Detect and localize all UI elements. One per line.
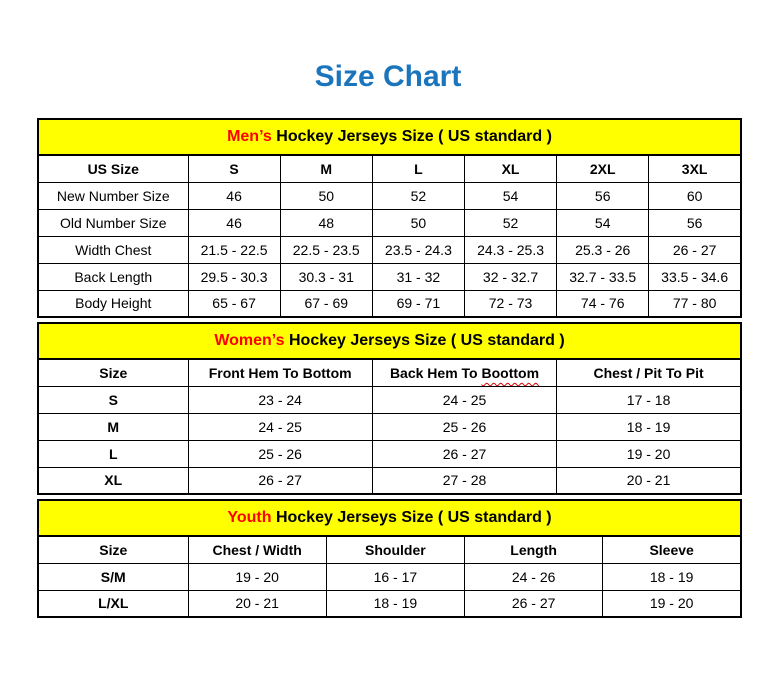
size-value: 48 (280, 209, 372, 236)
size-value: 46 (188, 182, 280, 209)
size-value: 16 - 17 (326, 563, 464, 590)
size-table-youth (37, 535, 742, 618)
table-row (38, 236, 741, 263)
size-value: 54 (464, 182, 556, 209)
heading-text: Hockey Jerseys Size ( US standard ) (271, 128, 552, 145)
page-title: Size Chart (314, 60, 462, 93)
size-value: 21.5 - 22.5 (188, 236, 280, 263)
size-value: 52 (464, 209, 556, 236)
table-row (38, 413, 741, 440)
size-value: 18 - 19 (326, 590, 464, 617)
size-value: 46 (188, 209, 280, 236)
header-row (38, 155, 741, 182)
size-value: 29.5 - 30.3 (188, 263, 280, 290)
column-header: Length (465, 536, 603, 563)
size-table-mens (37, 154, 742, 318)
row-label: S/M (38, 563, 188, 590)
size-value: 26 - 27 (465, 590, 603, 617)
misspelled-word: Boottom (481, 364, 540, 381)
row-label: New Number Size (38, 182, 188, 209)
size-table-womens (37, 358, 742, 495)
size-value: 33.5 - 34.6 (649, 263, 741, 290)
row-label: Width Chest (38, 236, 188, 263)
size-value: 24 - 26 (465, 563, 603, 590)
heading-highlight: Youth (227, 509, 272, 526)
section-heading-mens (37, 118, 742, 156)
size-value: 67 - 69 (280, 290, 372, 317)
size-value: 72 - 73 (464, 290, 556, 317)
size-value: 56 (557, 182, 649, 209)
heading-highlight: Women’s (214, 332, 285, 349)
table-row (38, 290, 741, 317)
size-value: 26 - 27 (372, 440, 556, 467)
row-label: L (38, 440, 188, 467)
row-label: L/XL (38, 590, 188, 617)
header-row (38, 536, 741, 563)
size-value: 17 - 18 (557, 386, 741, 413)
size-value: 22.5 - 23.5 (280, 236, 372, 263)
size-value: 19 - 20 (603, 590, 741, 617)
size-value: 25.3 - 26 (557, 236, 649, 263)
heading-text: Hockey Jerseys Size ( US standard ) (271, 509, 552, 526)
column-header: Chest / Width (188, 536, 326, 563)
column-header: US Size (38, 155, 188, 182)
row-label: Back Length (38, 263, 188, 290)
heading-highlight: Men’s (227, 128, 272, 145)
size-value: 52 (372, 182, 464, 209)
column-header: Size (38, 536, 188, 563)
size-value: 24.3 - 25.3 (464, 236, 556, 263)
section-mens (37, 118, 742, 318)
column-header: L (372, 155, 464, 182)
size-value: 19 - 20 (188, 563, 326, 590)
row-label: XL (38, 467, 188, 494)
column-header: 3XL (649, 155, 741, 182)
size-value: 50 (280, 182, 372, 209)
size-value: 30.3 - 31 (280, 263, 372, 290)
size-value: 77 - 80 (649, 290, 741, 317)
section-womens (37, 322, 742, 495)
row-label: S (38, 386, 188, 413)
column-header: M (280, 155, 372, 182)
size-value: 56 (649, 209, 741, 236)
size-value: 18 - 19 (603, 563, 741, 590)
table-row (38, 440, 741, 467)
table-row (38, 590, 741, 617)
column-header: Sleeve (603, 536, 741, 563)
size-value: 32.7 - 33.5 (557, 263, 649, 290)
size-value: 74 - 76 (557, 290, 649, 317)
row-label: M (38, 413, 188, 440)
size-value: 23.5 - 24.3 (372, 236, 464, 263)
size-value: 27 - 28 (372, 467, 556, 494)
size-value: 19 - 20 (557, 440, 741, 467)
size-value: 25 - 26 (188, 440, 372, 467)
size-value: 32 - 32.7 (464, 263, 556, 290)
size-value: 20 - 21 (188, 590, 326, 617)
section-youth (37, 499, 742, 618)
section-heading-womens (37, 322, 742, 360)
size-value: 26 - 27 (649, 236, 741, 263)
column-header: Shoulder (326, 536, 464, 563)
size-value: 24 - 25 (188, 413, 372, 440)
table-row (38, 209, 741, 236)
table-row (38, 182, 741, 209)
size-value: 18 - 19 (557, 413, 741, 440)
section-heading-youth (37, 499, 742, 537)
size-value: 31 - 32 (372, 263, 464, 290)
size-value: 65 - 67 (188, 290, 280, 317)
column-header: Size (38, 359, 188, 386)
size-value: 69 - 71 (372, 290, 464, 317)
column-header: Chest / Pit To Pit (557, 359, 741, 386)
table-row (38, 263, 741, 290)
size-value: 24 - 25 (372, 386, 556, 413)
header-row (38, 359, 741, 386)
size-value: 26 - 27 (188, 467, 372, 494)
size-value: 60 (649, 182, 741, 209)
table-row (38, 467, 741, 494)
size-chart-sections (37, 118, 742, 618)
column-header: Back Hem To Boottom (372, 359, 556, 386)
size-value: 25 - 26 (372, 413, 556, 440)
heading-text: Hockey Jerseys Size ( US standard ) (284, 332, 565, 349)
row-label: Old Number Size (38, 209, 188, 236)
column-header: S (188, 155, 280, 182)
column-header: XL (464, 155, 556, 182)
size-value: 50 (372, 209, 464, 236)
table-row (38, 386, 741, 413)
column-header: 2XL (557, 155, 649, 182)
column-header: Front Hem To Bottom (188, 359, 372, 386)
size-value: 20 - 21 (557, 467, 741, 494)
table-row (38, 563, 741, 590)
row-label: Body Height (38, 290, 188, 317)
size-value: 23 - 24 (188, 386, 372, 413)
size-value: 54 (557, 209, 649, 236)
